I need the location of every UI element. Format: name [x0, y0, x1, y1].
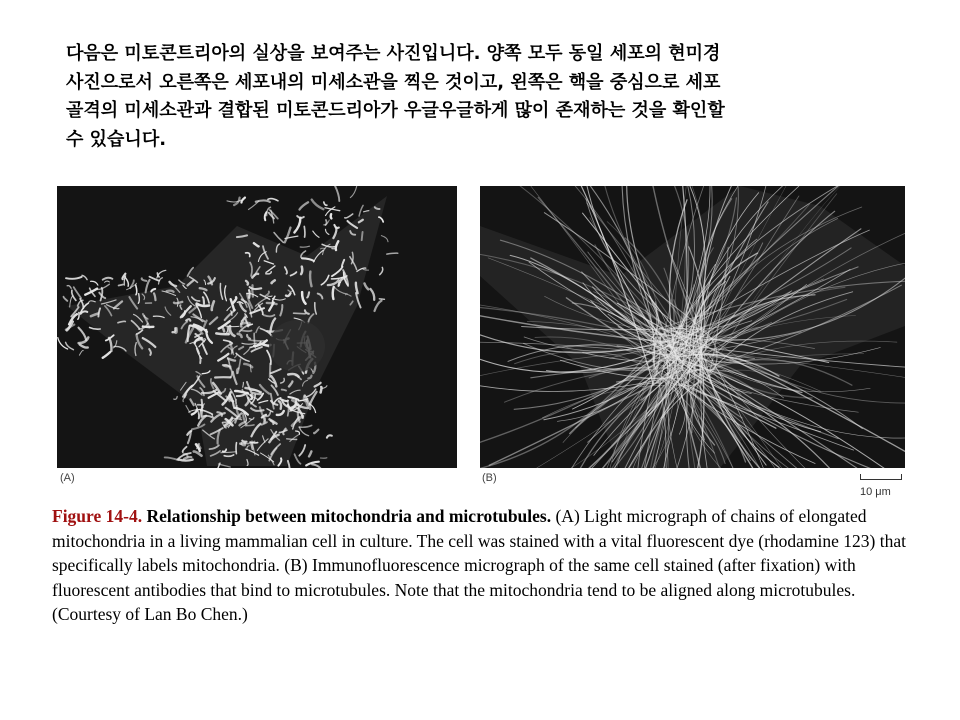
microtubules-image	[480, 186, 905, 468]
panel-a-label: (A)	[60, 472, 75, 484]
panel-b-label: (B)	[482, 472, 497, 484]
micrograph-b-microtubules	[480, 186, 905, 468]
figure-title: Relationship between mitochondria and microtubules.	[146, 506, 552, 526]
figure-number: Figure 14-4.	[52, 506, 143, 526]
mitochondria-image	[57, 186, 457, 468]
scale-bar-label: 10 μm	[860, 486, 891, 498]
figure-caption	[52, 504, 912, 627]
scale-bar-line	[860, 474, 902, 480]
korean-description: 다음은 미토콘트리아의 실상을 보여주는 사진입니다. 양쪽 모두 동일 세포의 현미경 사진으로서 오른쪽은 세포내의 미세소관을 찍은 것이고, 왼쪽은 핵을 중심으로 세포 골격의 미세소관과 결합된 미토콘드리아가 우글우글하게 많이 존재하는 것을 확인할 수 있습니다.	[66, 43, 725, 150]
figure-caption-body: (A) Light micrograph of chains of elongated mitochondria in a living mammalian cell in culture. The cell was stained with a vital fluorescent dye (rhodamine 123) that specifically labels mitochondria. (B) Immunofluorescence micrograph of the same cell stained (after fixation) with fluorescent antibodies that bind to microtubules. Note that the mitochondria tend to be aligned along microtubules. (Courtesy of Lan Bo Chen.)	[52, 506, 907, 624]
micrograph-a-mitochondria	[57, 186, 457, 468]
scale-bar	[858, 474, 904, 498]
